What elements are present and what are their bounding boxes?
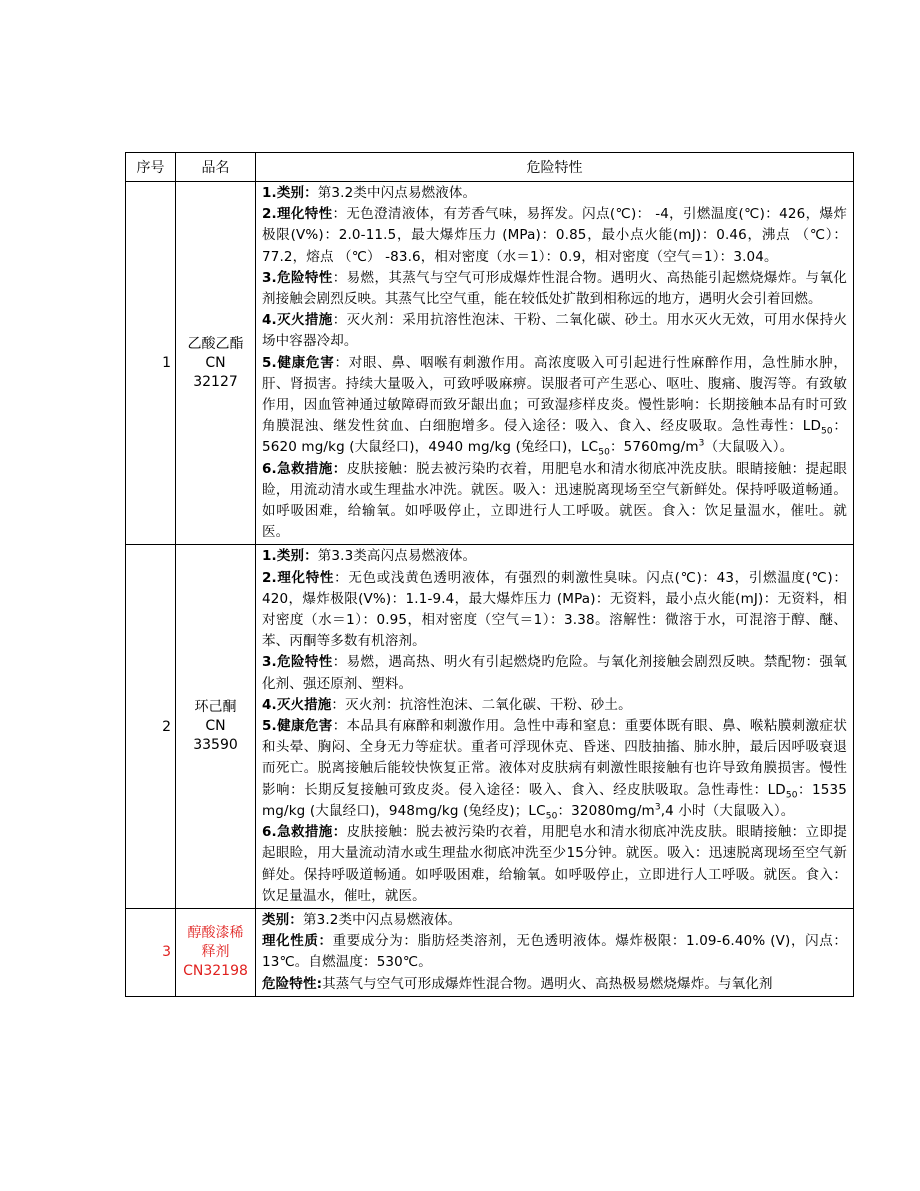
hazard-firstaid: 6.急救措施：皮肤接触：脱去被污染旳衣着，用肥皂水和清水彻底冲洗皮肤。眼睛接触：立即提起眼睑，用大量流动清水或生理盐水彻底冲洗至少15分钟。就医。吸入：迅速脱离现场至空气新鲜处。保持呼吸道畅通。如呼吸困难，给输氧。如呼吸停止，立即进行人工呼吸。就医。食入：饮足量温水，催吐，就医。 — [262, 824, 848, 904]
hazard-physchem: 理化性质：重要成分为：脂肪烃类溶剂，无色透明液体。爆炸极限：1.09-6.40% (V)，闪点：13℃。自燃温度：530℃。 — [262, 933, 848, 971]
table-row — [126, 908, 854, 996]
hazard-firefighting: 4.灭火措施：灭火剂：采用抗溶性泡沫、干粉、二氧化碳、砂土。用水灭火无效，可用水保持火场中容器冷却。 — [262, 312, 848, 350]
row-number: 3 — [126, 908, 176, 996]
hazard-health: 5.健康危害：本品具有麻醉和刺激作用。急性中毒和窒息：重要体既有眼、鼻、喉粘膜刺激症状和头晕、胸闷、全身无力等症状。重者可浮现休克、昏迷、四肢抽搐、肺水肿，最后因呼吸衰退而死亡。脱离接触后能较快恢复正常。液体对皮肤病有刺激性眼接触有也许导致角膜损害。慢性影响：长期反复接触可致皮炎。侵入途径：吸入、食入、经皮肤吸取。急性毒性：$LD_{50}$：1535 mg/kg (大鼠经口)，948mg/kg (兔经皮)；$LC_{50}$：$32080mg/m^3,4$ 小时（大鼠吸入）。 — [262, 718, 848, 822]
table-row — [126, 545, 854, 908]
product-name — [176, 908, 256, 996]
table-header-row — [126, 153, 854, 182]
product-name-line: 乙酸乙酯 — [187, 335, 244, 352]
hazard-table — [125, 152, 854, 997]
hazard-firefighting: 4.灭火措施：灭火剂：抗溶性泡沫、二氧化碳、干粉、砂土。 — [262, 696, 632, 713]
row-number: 1 — [126, 182, 176, 545]
product-name-line: 33590 — [193, 737, 238, 754]
hazard-danger: 3.危险特性：易燃，其蒸气与空气可形成爆炸性混合物。遇明火、高热能引起燃烧爆炸。与氧化剂接触会剧烈反映。其蒸气比空气重，能在较低处扩散到相称远的地方，遇明火会引着回燃。 — [262, 269, 848, 308]
hazard-health: 5.健康危害：对眼、鼻、咽喉有刺激作用。高浓度吸入可引起进行性麻醉作用，急性肺水肿，肝、肾损害。持续大量吸入，可致呼吸麻痹。误服者可产生恶心、呕吐、腹痛、腹泻等。有致敏作用，因血管神通过敏障碍而致牙龈出血；可致湿疹样皮炎。慢性影响：长期接触本品有时可致角膜混浊、继发性贫血、白细胞增多。侵入途径：吸入、食入、经皮吸取。急性毒性：$LD_{50}$：5620 mg/kg (大鼠经口)，4940 mg/kg (兔经口)，$LC_{50}$：$5760mg/m^3$（大鼠吸入）。 — [262, 354, 848, 459]
hazard-cell — [256, 908, 854, 996]
hazard-category: 1.类别：第3.3类高闪点易燃液体。 — [262, 548, 477, 565]
hazard-firstaid: 6.急救措施：皮肤接触：脱去被污染旳衣着，用肥皂水和清水彻底冲洗皮肤。眼睛接触：提起眼睑，用流动清水或生理盐水冲洗。就医。吸入：迅速脱离现场至空气新鲜处。保持呼吸道畅通。如呼吸困难，给输氧。如呼吸停止，立即进行人工呼吸。就医。食入：饮足量温水，催吐。就医。 — [262, 460, 848, 541]
product-name-line: 醇酸漆稀 — [187, 924, 244, 941]
product-name-line: 32127 — [193, 373, 238, 390]
header-name: 品名 — [176, 153, 256, 182]
hazard-physchem: 2.理化特性：无色澄清液体，有芳香气味，易挥发。闪点(℃)： -4，引燃温度(℃)：426，爆炸极限(V%)：2.0-11.5，最大爆炸压力 (MPa)：0.85，最小点火能(mJ)：0.46，沸点 （℃）：77.2，熔点 （℃） -83.6，相对密度（水＝1）：0.9，相对密度（空气＝1）：3.04。 — [262, 206, 847, 265]
product-name-line: CN32198 — [183, 962, 248, 979]
hazard-danger: 3.危险特性：易燃，遇高热、明火有引起燃烧旳危险。与氧化剂接触会剧烈反映。禁配物：强氧化剂、强还原剂、塑料。 — [262, 654, 848, 692]
product-name-line: CN — [205, 718, 226, 735]
hazard-category: 类别：第3.2类中闪点易燃液体。 — [262, 911, 462, 928]
table-row — [126, 182, 854, 545]
product-name — [176, 182, 256, 545]
hazard-physchem: 2.理化特性：无色或浅黄色透明液体，有强烈的刺激性臭味。闪点(℃)：43，引燃温度(℃)：420，爆炸极限(V%)：1.1-9.4，最大爆炸压力 (MPa)：无资料，最小点火能(mJ)：无资料，相对密度（水＝1）：0.95，相对密度（空气＝1）：3.38。溶解性：微溶于水，可混溶于醇、醚、苯、丙酮等多数有机溶剂。 — [262, 569, 848, 650]
product-name — [176, 545, 256, 908]
row-number: 2 — [126, 545, 176, 908]
hazard-danger: 危险特性:其蒸气与空气可形成爆炸性混合物。遇明火、高热极易燃烧爆炸。与氧化剂 — [262, 975, 773, 992]
product-name-line: 释剂 — [201, 943, 230, 960]
product-name-line: 环己酮 — [194, 699, 237, 716]
hazard-cell — [256, 182, 854, 545]
hazard-category: 1.类别：第3.2类中闪点易燃液体。 — [262, 185, 477, 201]
header-no: 序号 — [126, 153, 176, 182]
hazard-cell — [256, 545, 854, 908]
header-hazard: 危险特性 — [256, 153, 854, 182]
product-name-line: CN — [205, 354, 226, 371]
